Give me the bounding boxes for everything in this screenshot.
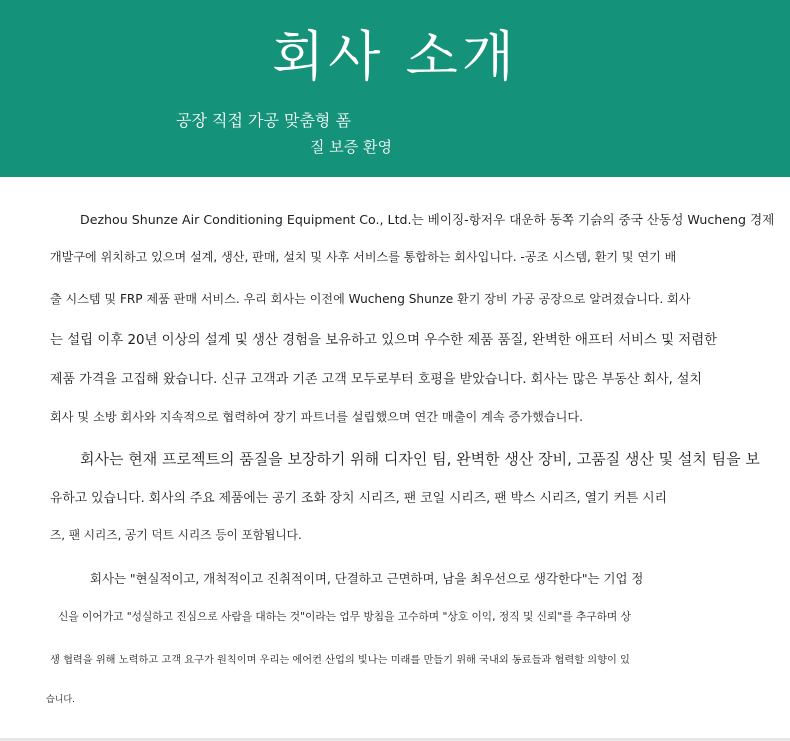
paragraph-3-line-4: 습니다. <box>46 695 75 705</box>
paragraph-1-line-4: 는 설립 이후 20년 이상의 설계 및 생산 경험을 보유하고 있으며 우수한 제품 품질, 완벽한 애프터 서비스 및 저렴한 <box>50 333 718 348</box>
paragraph-1-line-3: 출 시스템 및 FRP 제품 판매 서비스. 우리 회사는 이전에 Wucheng Shunze 환기 장비 가공 공장으로 알려졌습니다. 회사 <box>50 292 691 306</box>
paragraph-2-line-1: 회사는 현재 프로젝트의 품질을 보장하기 위해 디자인 팀, 완벽한 생산 장비, 고품질 생산 및 설치 팀을 보 <box>80 450 760 468</box>
paragraph-3-line-1: 회사는 "현실적이고, 개척적이고 진취적이며, 단결하고 근면하며, 남을 최우선으로 생각한다"는 기업 정 <box>90 571 644 586</box>
paragraph-3-line-2: 신을 이어가고 "성실하고 진심으로 사람을 대하는 것"이라는 업무 방침을 고수하며 "상호 이익, 정직 및 신뢰"를 추구하며 상 <box>58 610 631 623</box>
paragraph-1-line-5: 제품 가격을 고집해 왔습니다. 신규 고객과 기존 고객 모두로부터 호평을 받았습니다. 회사는 많은 부동산 회사, 설치 <box>50 372 703 387</box>
paragraph-1-line-6: 회사 및 소방 회사와 지속적으로 협력하여 장기 파트너를 설립했으며 연간 매출이 계속 증가했습니다. <box>50 410 584 424</box>
paragraph-2-line-3: 즈, 팬 시리즈, 공기 덕트 시리즈 등이 포함됩니다. <box>50 528 302 542</box>
header-subtitle-line-2: 질 보증 환영 <box>310 138 392 156</box>
page-title: 회사 소개 <box>272 25 518 88</box>
paragraph-3-line-3: 생 협력을 위해 노력하고 고객 요구가 원칙이며 우리는 에어컨 산업의 빛나는 미래를 만들기 위해 국내외 동료들과 협력할 의향이 있 <box>50 655 630 666</box>
paragraph-2-line-2: 유하고 있습니다. 회사의 주요 제품에는 공기 조화 장치 시리즈, 팬 코일 시리즈, 팬 박스 시리즈, 열기 커튼 시리 <box>50 491 667 506</box>
paragraph-1-line-1: Dezhou Shunze Air Conditioning Equipment Co., Ltd.는 베이징-항저우 대운하 동쪽 기슭의 중국 산동성 Wucheng 경제 <box>80 212 775 227</box>
header-subtitle-line-1: 공장 직접 가공 맞춤형 폼 <box>176 111 351 130</box>
header-banner <box>0 0 790 177</box>
paragraph-1-line-2: 개발구에 위치하고 있으며 설계, 생산, 판매, 설치 및 사후 서비스를 통합하는 회사입니다. -공조 시스템, 환기 및 연기 배 <box>50 250 677 264</box>
